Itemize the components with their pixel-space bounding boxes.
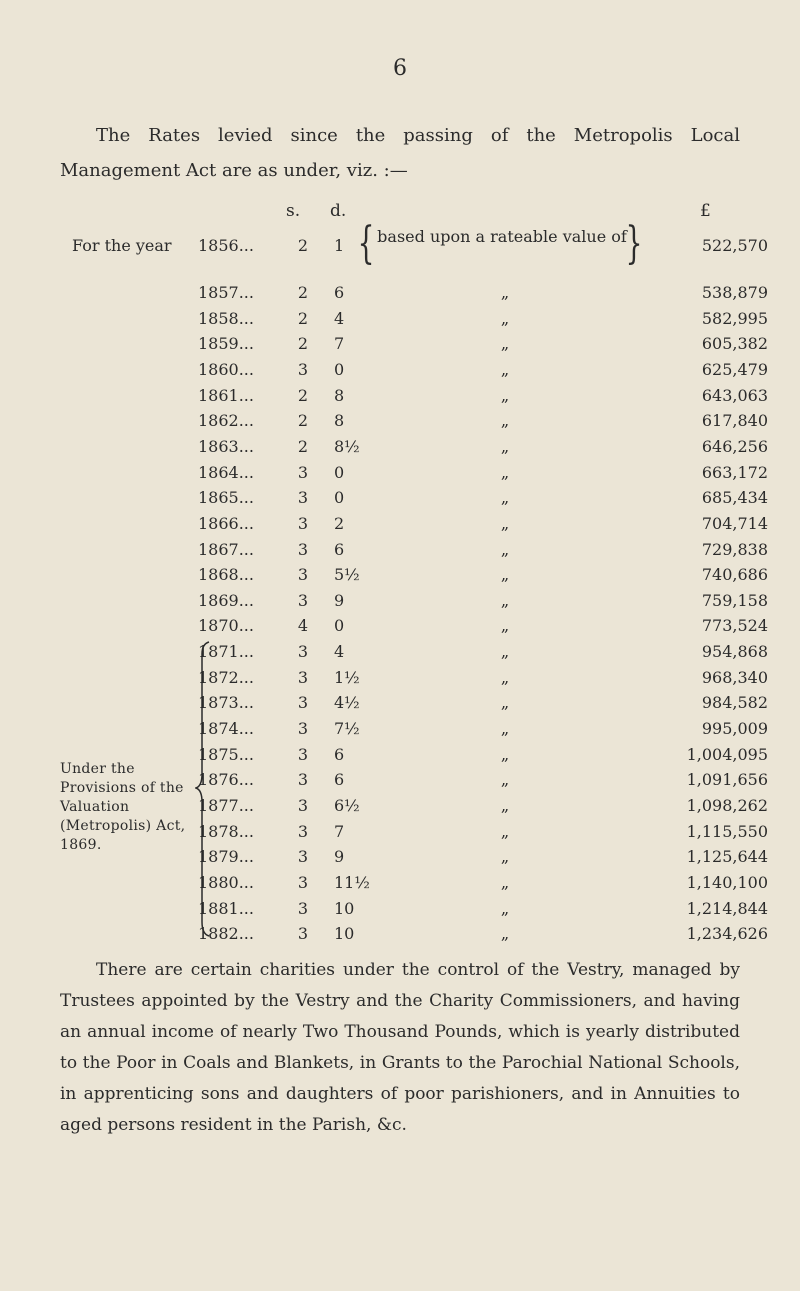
rate-pence: 6	[334, 283, 345, 302]
right-brace: }	[625, 218, 643, 269]
rateable-value: 729,838	[701, 539, 768, 559]
rateable-value: 740,686	[701, 565, 768, 585]
rate-year: 1877...	[198, 796, 254, 815]
ditto-mark: „	[500, 436, 510, 456]
rateable-value: 968,340	[701, 667, 768, 687]
ditto-mark: „	[500, 872, 510, 892]
rate-shillings: 3	[297, 359, 309, 379]
rate-shillings: 2	[297, 411, 309, 431]
rateable-value: 995,009	[701, 719, 768, 739]
rate-shillings: 4	[297, 616, 309, 636]
rate-shillings: 3	[297, 693, 309, 713]
rate-pence: 0	[334, 359, 345, 379]
rate-shillings: 3	[297, 488, 309, 508]
ditto-mark: „	[500, 513, 510, 533]
rate-shillings: 3	[297, 642, 309, 662]
rate-shillings: 3	[297, 539, 309, 559]
charities-paragraph: There are certain charities under the control of the Vestry, managed by Trustees appointed by the Vestry and the Charity Commissioners, and having an annual income of nearly Two Thousand Pounds, which is yearly distributed to the Poor in Coals and Blankets, in Grants to the Parochial National Schools, in apprenticing sons and daughters of poor parishioners, and in Annuities to aged persons resident in the Parish, &c.	[60, 960, 740, 1135]
rate-year: 1869...	[198, 590, 254, 610]
rate-pence: 8	[334, 385, 345, 405]
rate-pence: 1½	[334, 667, 360, 687]
ditto-mark: „	[500, 462, 510, 482]
rate-shillings: 3	[297, 513, 309, 533]
rate-shillings: 3	[297, 872, 309, 892]
rate-pence: 7	[334, 821, 345, 841]
rate-year: 1882...	[198, 924, 254, 944]
rate-shillings: 2	[297, 334, 309, 354]
rate-year: 1863...	[198, 436, 254, 456]
rate-shillings: 3	[297, 796, 309, 815]
rateable-value: 522,570	[701, 236, 768, 255]
rate-pence: 9	[334, 590, 345, 610]
rate-year: 1880...	[198, 872, 254, 892]
rate-shillings: 3	[297, 821, 309, 841]
valuation-act-note: Under the Provisions of the Valuation (Metropolis) Act, 1869.	[60, 761, 186, 853]
ditto-mark: „	[500, 590, 510, 610]
rate-year: 1867...	[198, 539, 254, 559]
ditto-mark: „	[500, 847, 510, 867]
ditto-mark: „	[500, 642, 510, 662]
ditto-mark: „	[500, 770, 510, 790]
ditto-mark: „	[500, 334, 510, 354]
ditto-mark: „	[500, 744, 510, 764]
rate-pence: 6	[334, 539, 345, 559]
rate-year: 1862...	[198, 411, 254, 431]
rate-shillings: 3	[297, 565, 309, 585]
rate-pence: 0	[334, 462, 345, 482]
rate-year: 1879...	[198, 847, 254, 867]
rate-shillings: 3	[297, 744, 309, 764]
rate-shillings: 2	[297, 283, 309, 302]
rate-shillings: 3	[297, 898, 309, 918]
rate-pence: 10	[334, 898, 355, 918]
rateable-value: 773,524	[701, 616, 768, 636]
rate-pence: 1	[334, 236, 345, 255]
rateable-value: 1,125,644	[686, 847, 768, 867]
ditto-mark: „	[500, 359, 510, 379]
rate-pence: 4	[334, 308, 345, 328]
ditto-mark: „	[500, 539, 510, 559]
rate-year: 1878...	[198, 821, 254, 841]
rate-pence: 11½	[334, 872, 370, 892]
header-pounds: £	[700, 201, 711, 221]
rate-shillings: 2	[297, 308, 309, 328]
rate-shillings: 2	[297, 236, 309, 255]
rate-year: 1865...	[198, 488, 254, 508]
rate-year: 1875...	[198, 744, 254, 764]
rateable-value: 954,868	[701, 642, 768, 662]
rate-pence: 6	[334, 744, 345, 764]
rate-shillings: 3	[297, 719, 309, 739]
ditto-mark: „	[500, 719, 510, 739]
rate-year: 1876...	[198, 770, 254, 790]
rateable-value: 643,063	[701, 385, 768, 405]
rateable-value: 625,479	[701, 359, 768, 379]
rate-pence: 9	[334, 847, 345, 867]
rateable-value: 1,214,844	[686, 898, 768, 918]
rate-year: 1858...	[198, 308, 254, 328]
rate-shillings: 3	[297, 770, 309, 790]
rateable-value: 1,140,100	[686, 872, 768, 892]
rate-pence: 4½	[334, 693, 360, 713]
rateable-value: 1,004,095	[686, 744, 768, 764]
ditto-mark: „	[500, 924, 510, 944]
rate-shillings: 3	[297, 847, 309, 867]
rateable-value: 663,172	[701, 462, 768, 482]
rate-shillings: 3	[297, 924, 309, 944]
rateable-value: 685,434	[701, 488, 768, 508]
rate-pence: 7½	[334, 719, 360, 739]
rateable-value: 1,234,626	[686, 924, 768, 944]
rate-pence: 2	[334, 513, 345, 533]
rate-pence: 7	[334, 334, 345, 354]
rate-year: 1861...	[198, 385, 254, 405]
based-on-label: based upon a rateable value of	[377, 227, 627, 246]
rate-pence: 4	[334, 642, 345, 662]
ditto-mark: „	[500, 488, 510, 508]
rate-year: 1874...	[198, 719, 254, 739]
rate-year: 1857...	[198, 283, 254, 302]
rateable-value: 617,840	[701, 411, 768, 431]
rate-year: 1868...	[198, 565, 254, 585]
left-brace: {	[357, 218, 375, 269]
rate-pence: 0	[334, 488, 345, 508]
ditto-mark: „	[500, 308, 510, 328]
ditto-mark: „	[500, 616, 510, 636]
rate-pence: 0	[334, 616, 345, 636]
rate-year: 1872...	[198, 667, 254, 687]
ditto-mark: „	[500, 283, 510, 302]
rateable-value: 759,158	[701, 590, 768, 610]
page-number: 6	[393, 56, 407, 81]
rate-shillings: 3	[297, 462, 309, 482]
rateable-value: 646,256	[701, 436, 768, 456]
rateable-value: 1,098,262	[686, 796, 768, 815]
rate-pence: 5½	[334, 565, 360, 585]
rateable-value: 538,879	[701, 283, 768, 302]
rateable-value: 704,714	[701, 513, 768, 533]
rateable-value: 1,115,550	[686, 821, 768, 841]
ditto-mark: „	[500, 898, 510, 918]
ditto-mark: „	[500, 565, 510, 585]
ditto-mark: „	[500, 385, 510, 405]
rate-pence: 8½	[334, 436, 360, 456]
rate-pence: 10	[334, 924, 355, 944]
rate-shillings: 2	[297, 385, 309, 405]
rate-year: 1873...	[198, 693, 254, 713]
rate-pence: 6½	[334, 796, 360, 815]
for-the-year-label: For the year	[72, 236, 172, 255]
rate-year: 1870...	[198, 616, 254, 636]
rate-year: 1856...	[198, 236, 254, 255]
header-shillings: s.	[286, 201, 301, 221]
rateable-value: 605,382	[701, 334, 768, 354]
rate-shillings: 3	[297, 667, 309, 687]
intro-paragraph: The Rates levied since the passing of the Metropolis Local Management Act are as under, viz. :—	[60, 125, 740, 181]
rate-shillings: 3	[297, 590, 309, 610]
rate-year: 1859...	[198, 334, 254, 354]
rateable-value: 582,995	[701, 308, 768, 328]
ditto-mark: „	[500, 796, 510, 815]
rate-pence: 8	[334, 411, 345, 431]
ditto-mark: „	[500, 667, 510, 687]
ditto-mark: „	[500, 821, 510, 841]
rate-year: 1871...	[198, 642, 254, 662]
rate-year: 1881...	[198, 898, 254, 918]
rate-year: 1864...	[198, 462, 254, 482]
rate-shillings: 2	[297, 436, 309, 456]
rate-pence: 6	[334, 770, 345, 790]
rate-year: 1866...	[198, 513, 254, 533]
rateable-value: 984,582	[701, 693, 768, 713]
ditto-mark: „	[500, 411, 510, 431]
ditto-mark: „	[500, 693, 510, 713]
rateable-value: 1,091,656	[686, 770, 768, 790]
rate-year: 1860...	[198, 359, 254, 379]
header-pence: d.	[330, 201, 347, 221]
